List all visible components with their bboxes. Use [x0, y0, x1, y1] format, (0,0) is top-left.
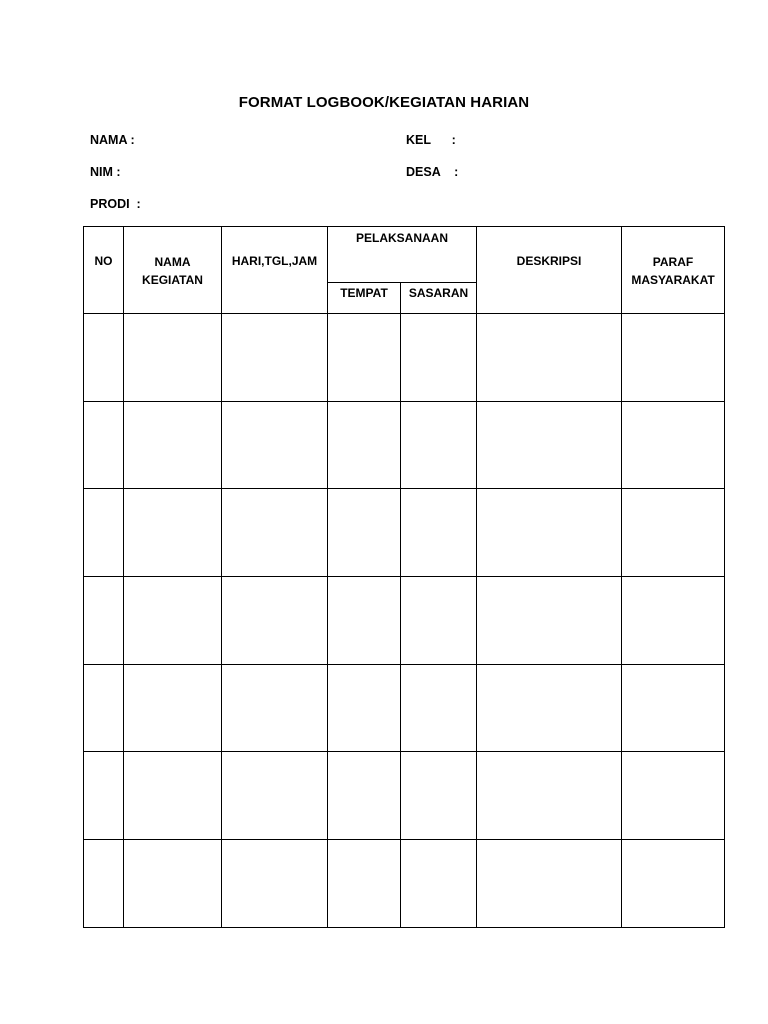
cell-paraf[interactable] — [622, 752, 725, 840]
cell-sasaran[interactable] — [401, 840, 477, 928]
header-paraf-line2: MASYARAKAT — [631, 273, 715, 287]
cell-nama-kegiatan[interactable] — [124, 752, 222, 840]
cell-paraf[interactable] — [622, 577, 725, 665]
header-nama-line1: NAMA — [154, 255, 191, 269]
cell-deskripsi[interactable] — [477, 840, 622, 928]
cell-nama-kegiatan[interactable] — [124, 840, 222, 928]
cell-sasaran[interactable] — [401, 489, 477, 577]
table-row — [84, 840, 725, 928]
table-row — [84, 664, 725, 752]
field-desa: DESA : — [406, 165, 459, 179]
cell-deskripsi[interactable] — [477, 752, 622, 840]
cell-hari-tgl-jam[interactable] — [222, 401, 328, 489]
cell-paraf[interactable] — [622, 314, 725, 402]
cell-hari-tgl-jam[interactable] — [222, 489, 328, 577]
table-row — [84, 401, 725, 489]
cell-deskripsi[interactable] — [477, 577, 622, 665]
cell-deskripsi[interactable] — [477, 314, 622, 402]
header-tempat: TEMPAT — [328, 283, 401, 314]
cell-sasaran[interactable] — [401, 401, 477, 489]
table-row — [84, 577, 725, 665]
cell-nama-kegiatan[interactable] — [124, 664, 222, 752]
cell-paraf[interactable] — [622, 401, 725, 489]
cell-deskripsi[interactable] — [477, 489, 622, 577]
cell-paraf[interactable] — [622, 489, 725, 577]
cell-hari-tgl-jam[interactable] — [222, 664, 328, 752]
header-paraf-masyarakat — [622, 227, 725, 314]
cell-no[interactable] — [84, 664, 124, 752]
header-no-label: NO — [94, 254, 113, 268]
cell-nama-kegiatan[interactable] — [124, 489, 222, 577]
cell-paraf[interactable] — [622, 840, 725, 928]
cell-sasaran[interactable] — [401, 752, 477, 840]
cell-no[interactable] — [84, 752, 124, 840]
cell-no[interactable] — [84, 489, 124, 577]
logbook-body — [84, 314, 725, 928]
cell-hari-tgl-jam[interactable] — [222, 752, 328, 840]
field-kel: KEL : — [406, 133, 456, 147]
cell-tempat[interactable] — [328, 401, 401, 489]
header-hari-tgl-jam — [222, 227, 328, 314]
cell-tempat[interactable] — [328, 577, 401, 665]
cell-deskripsi[interactable] — [477, 401, 622, 489]
cell-tempat[interactable] — [328, 752, 401, 840]
header-nama-kegiatan — [124, 227, 222, 314]
header-paraf-line1: PARAF — [652, 255, 694, 269]
header-pelaksanaan: PELAKSANAAN — [328, 227, 477, 283]
table-row — [84, 489, 725, 577]
logbook-table — [83, 226, 725, 928]
cell-deskripsi[interactable] — [477, 664, 622, 752]
table-row — [84, 314, 725, 402]
cell-no[interactable] — [84, 401, 124, 489]
cell-sasaran[interactable] — [401, 314, 477, 402]
field-nim: NIM : — [90, 165, 121, 179]
cell-tempat[interactable] — [328, 840, 401, 928]
cell-hari-tgl-jam[interactable] — [222, 314, 328, 402]
cell-tempat[interactable] — [328, 489, 401, 577]
cell-nama-kegiatan[interactable] — [124, 401, 222, 489]
header-deskripsi — [477, 227, 622, 314]
page-title: FORMAT LOGBOOK/KEGIATAN HARIAN — [238, 94, 530, 111]
cell-paraf[interactable] — [622, 664, 725, 752]
cell-hari-tgl-jam[interactable] — [222, 577, 328, 665]
header-hari-label: HARI,TGL,JAM — [231, 254, 318, 268]
field-nama: NAMA : — [90, 133, 135, 147]
cell-nama-kegiatan[interactable] — [124, 314, 222, 402]
header-deskripsi-label: DESKRIPSI — [516, 254, 582, 268]
cell-sasaran[interactable] — [401, 577, 477, 665]
header-nama-line2: KEGIATAN — [142, 273, 203, 287]
cell-no[interactable] — [84, 577, 124, 665]
cell-no[interactable] — [84, 314, 124, 402]
header-no — [84, 227, 124, 314]
table-row — [84, 752, 725, 840]
cell-tempat[interactable] — [328, 664, 401, 752]
cell-no[interactable] — [84, 840, 124, 928]
header-sasaran: SASARAN — [401, 283, 477, 314]
cell-nama-kegiatan[interactable] — [124, 577, 222, 665]
cell-hari-tgl-jam[interactable] — [222, 840, 328, 928]
cell-tempat[interactable] — [328, 314, 401, 402]
field-prodi: PRODI : — [90, 197, 141, 211]
cell-sasaran[interactable] — [401, 664, 477, 752]
